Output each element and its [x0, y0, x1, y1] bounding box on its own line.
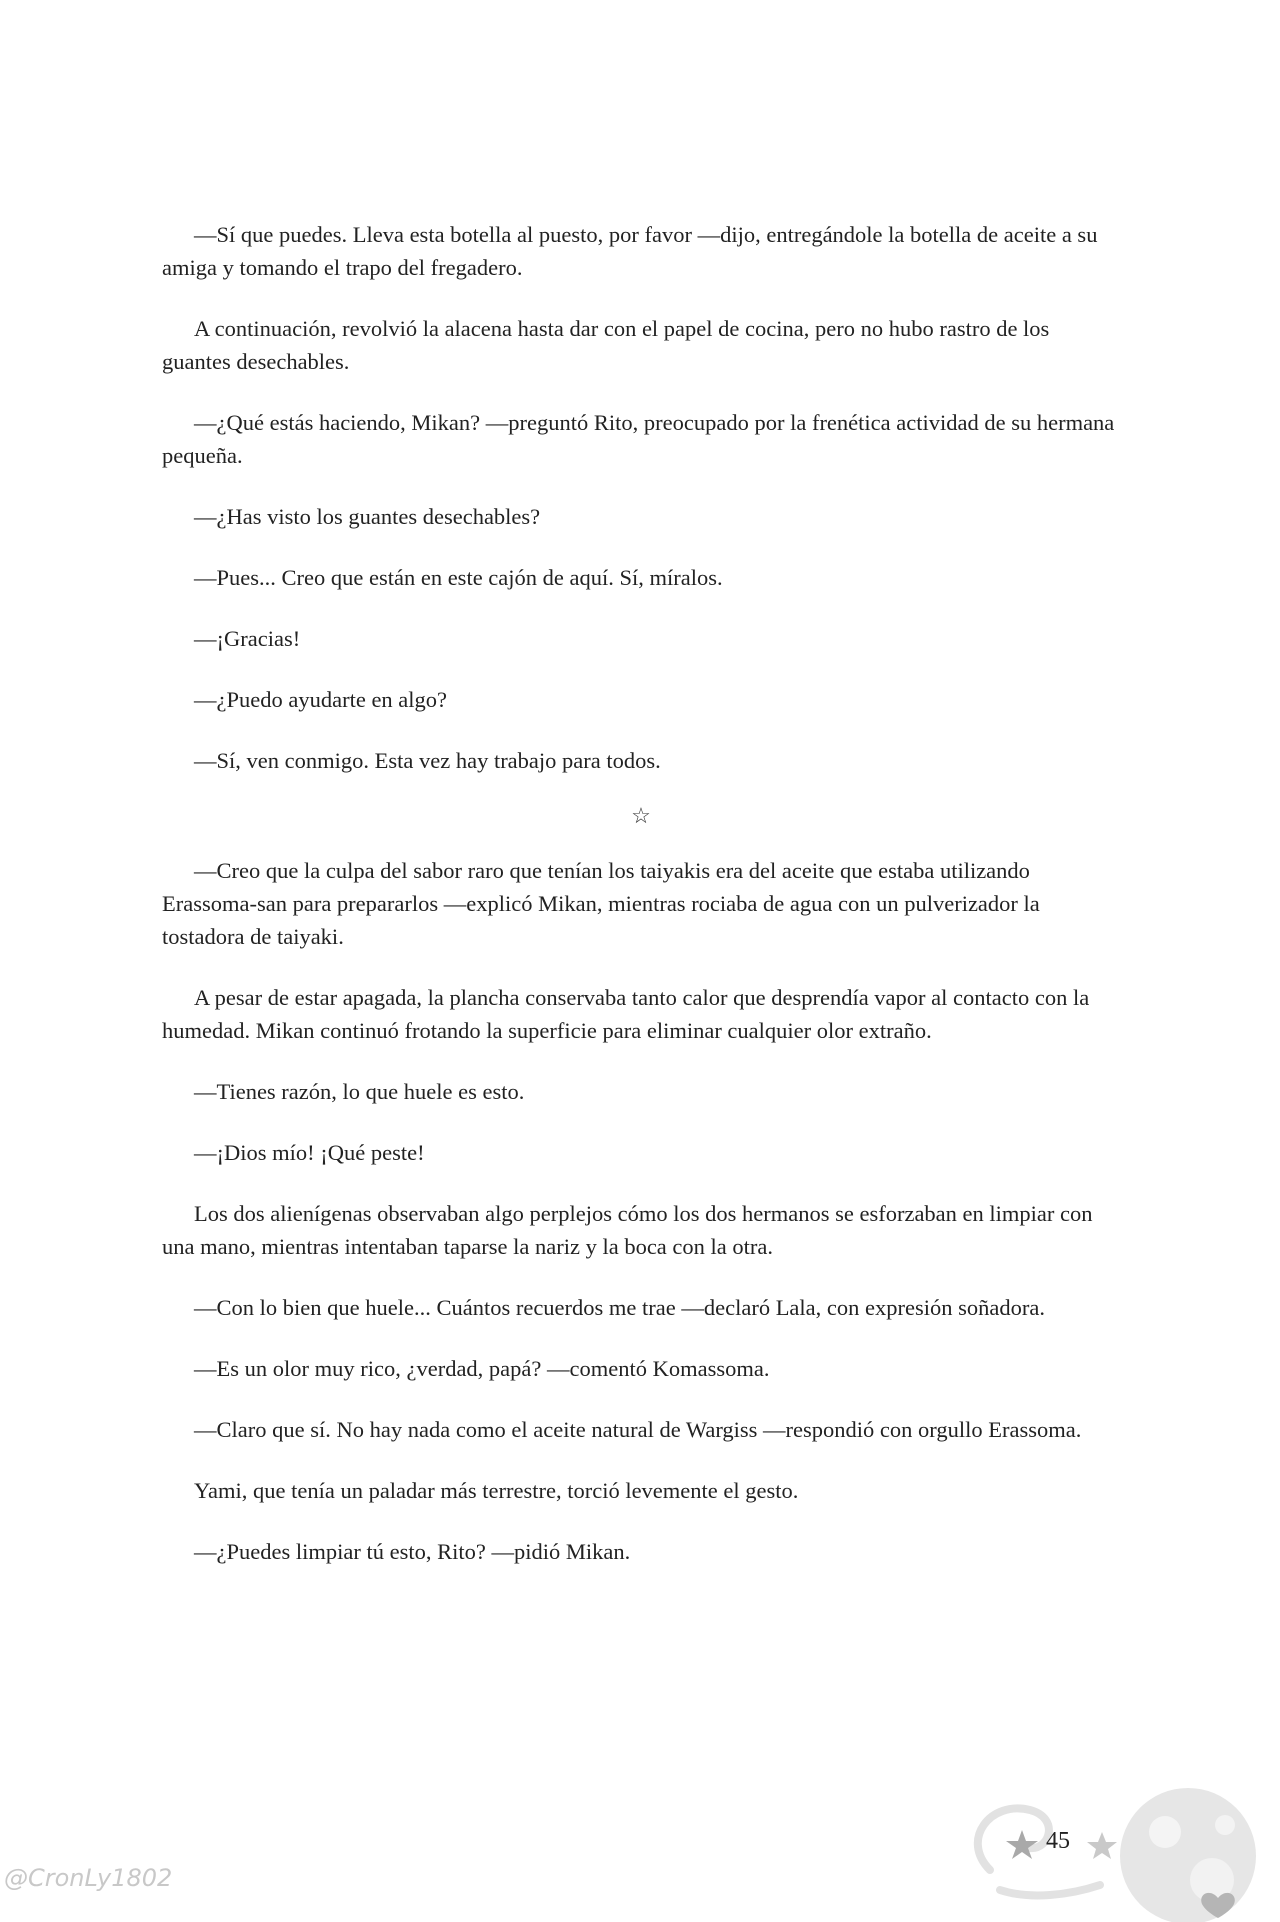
paragraph: —Es un olor muy rico, ¿verdad, papá? —comentó Komassoma. [194, 1356, 770, 1381]
paragraph: —¿Puedes limpiar tú esto, Rito? —pidió Mikan. [194, 1539, 631, 1564]
paragraph: —Creo que la culpa del sabor raro que tenían los taiyakis era del aceite que estaba utilizando Erassoma-san para prepararlos —explicó Mikan, mientras rociaba de agua con un pulverizador la tostadora de taiyaki. [162, 858, 1040, 949]
paragraph: —¡Gracias! [194, 626, 301, 651]
swirl-icon [978, 1808, 1100, 1895]
paragraph: —Pues... Creo que están en este cajón de aquí. Sí, míralos. [194, 565, 723, 590]
star-icon [1087, 1832, 1117, 1859]
scene-break-star: ☆ [631, 803, 651, 828]
moon-icon [1120, 1788, 1256, 1922]
paragraph: —¿Has visto los guantes desechables? [194, 504, 541, 529]
paragraph: —Claro que sí. No hay nada como el aceite natural de Wargiss —respondió con orgullo Erassoma. [194, 1417, 1082, 1442]
paragraph: Los dos alienígenas observaban algo perplejos cómo los dos hermanos se esforzaban en limpiar con una mano, mientras intentaban taparse la nariz y la boca con la otra. [162, 1201, 1093, 1259]
page-number: 45 [1046, 1828, 1070, 1854]
watermark: @CronLy1802 [4, 1864, 173, 1892]
page-body [162, 218, 1120, 1596]
paragraph: —¿Qué estás haciendo, Mikan? —preguntó Rito, preocupado por la frenética actividad de su hermana pequeña. [162, 410, 1115, 468]
paragraph: —Tienes razón, lo que huele es esto. [194, 1079, 525, 1104]
paragraph: —¿Puedo ayudarte en algo? [194, 687, 448, 712]
paragraph: A continuación, revolvió la alacena hasta dar con el papel de cocina, pero no hubo rastro de los guantes desechables. [162, 316, 1050, 374]
page-corner-ornament [960, 1770, 1280, 1922]
paragraph: A pesar de estar apagada, la plancha conservaba tanto calor que desprendía vapor al contacto con la humedad. Mikan continuó frotando la superficie para eliminar cualquier olor extraño. [162, 985, 1090, 1043]
paragraph: —¡Dios mío! ¡Qué peste! [194, 1140, 425, 1165]
paragraph: Yami, que tenía un paladar más terrestre, torció levemente el gesto. [194, 1478, 799, 1503]
paragraph: —Sí, ven conmigo. Esta vez hay trabajo para todos. [194, 748, 661, 773]
paragraph: —Con lo bien que huele... Cuántos recuerdos me trae —declaró Lala, con expresión soñadora. [194, 1295, 1045, 1320]
paragraph: —Sí que puedes. Lleva esta botella al puesto, por favor —dijo, entregándole la botella de aceite a su amiga y tomando el trapo del fregadero. [162, 222, 1098, 280]
